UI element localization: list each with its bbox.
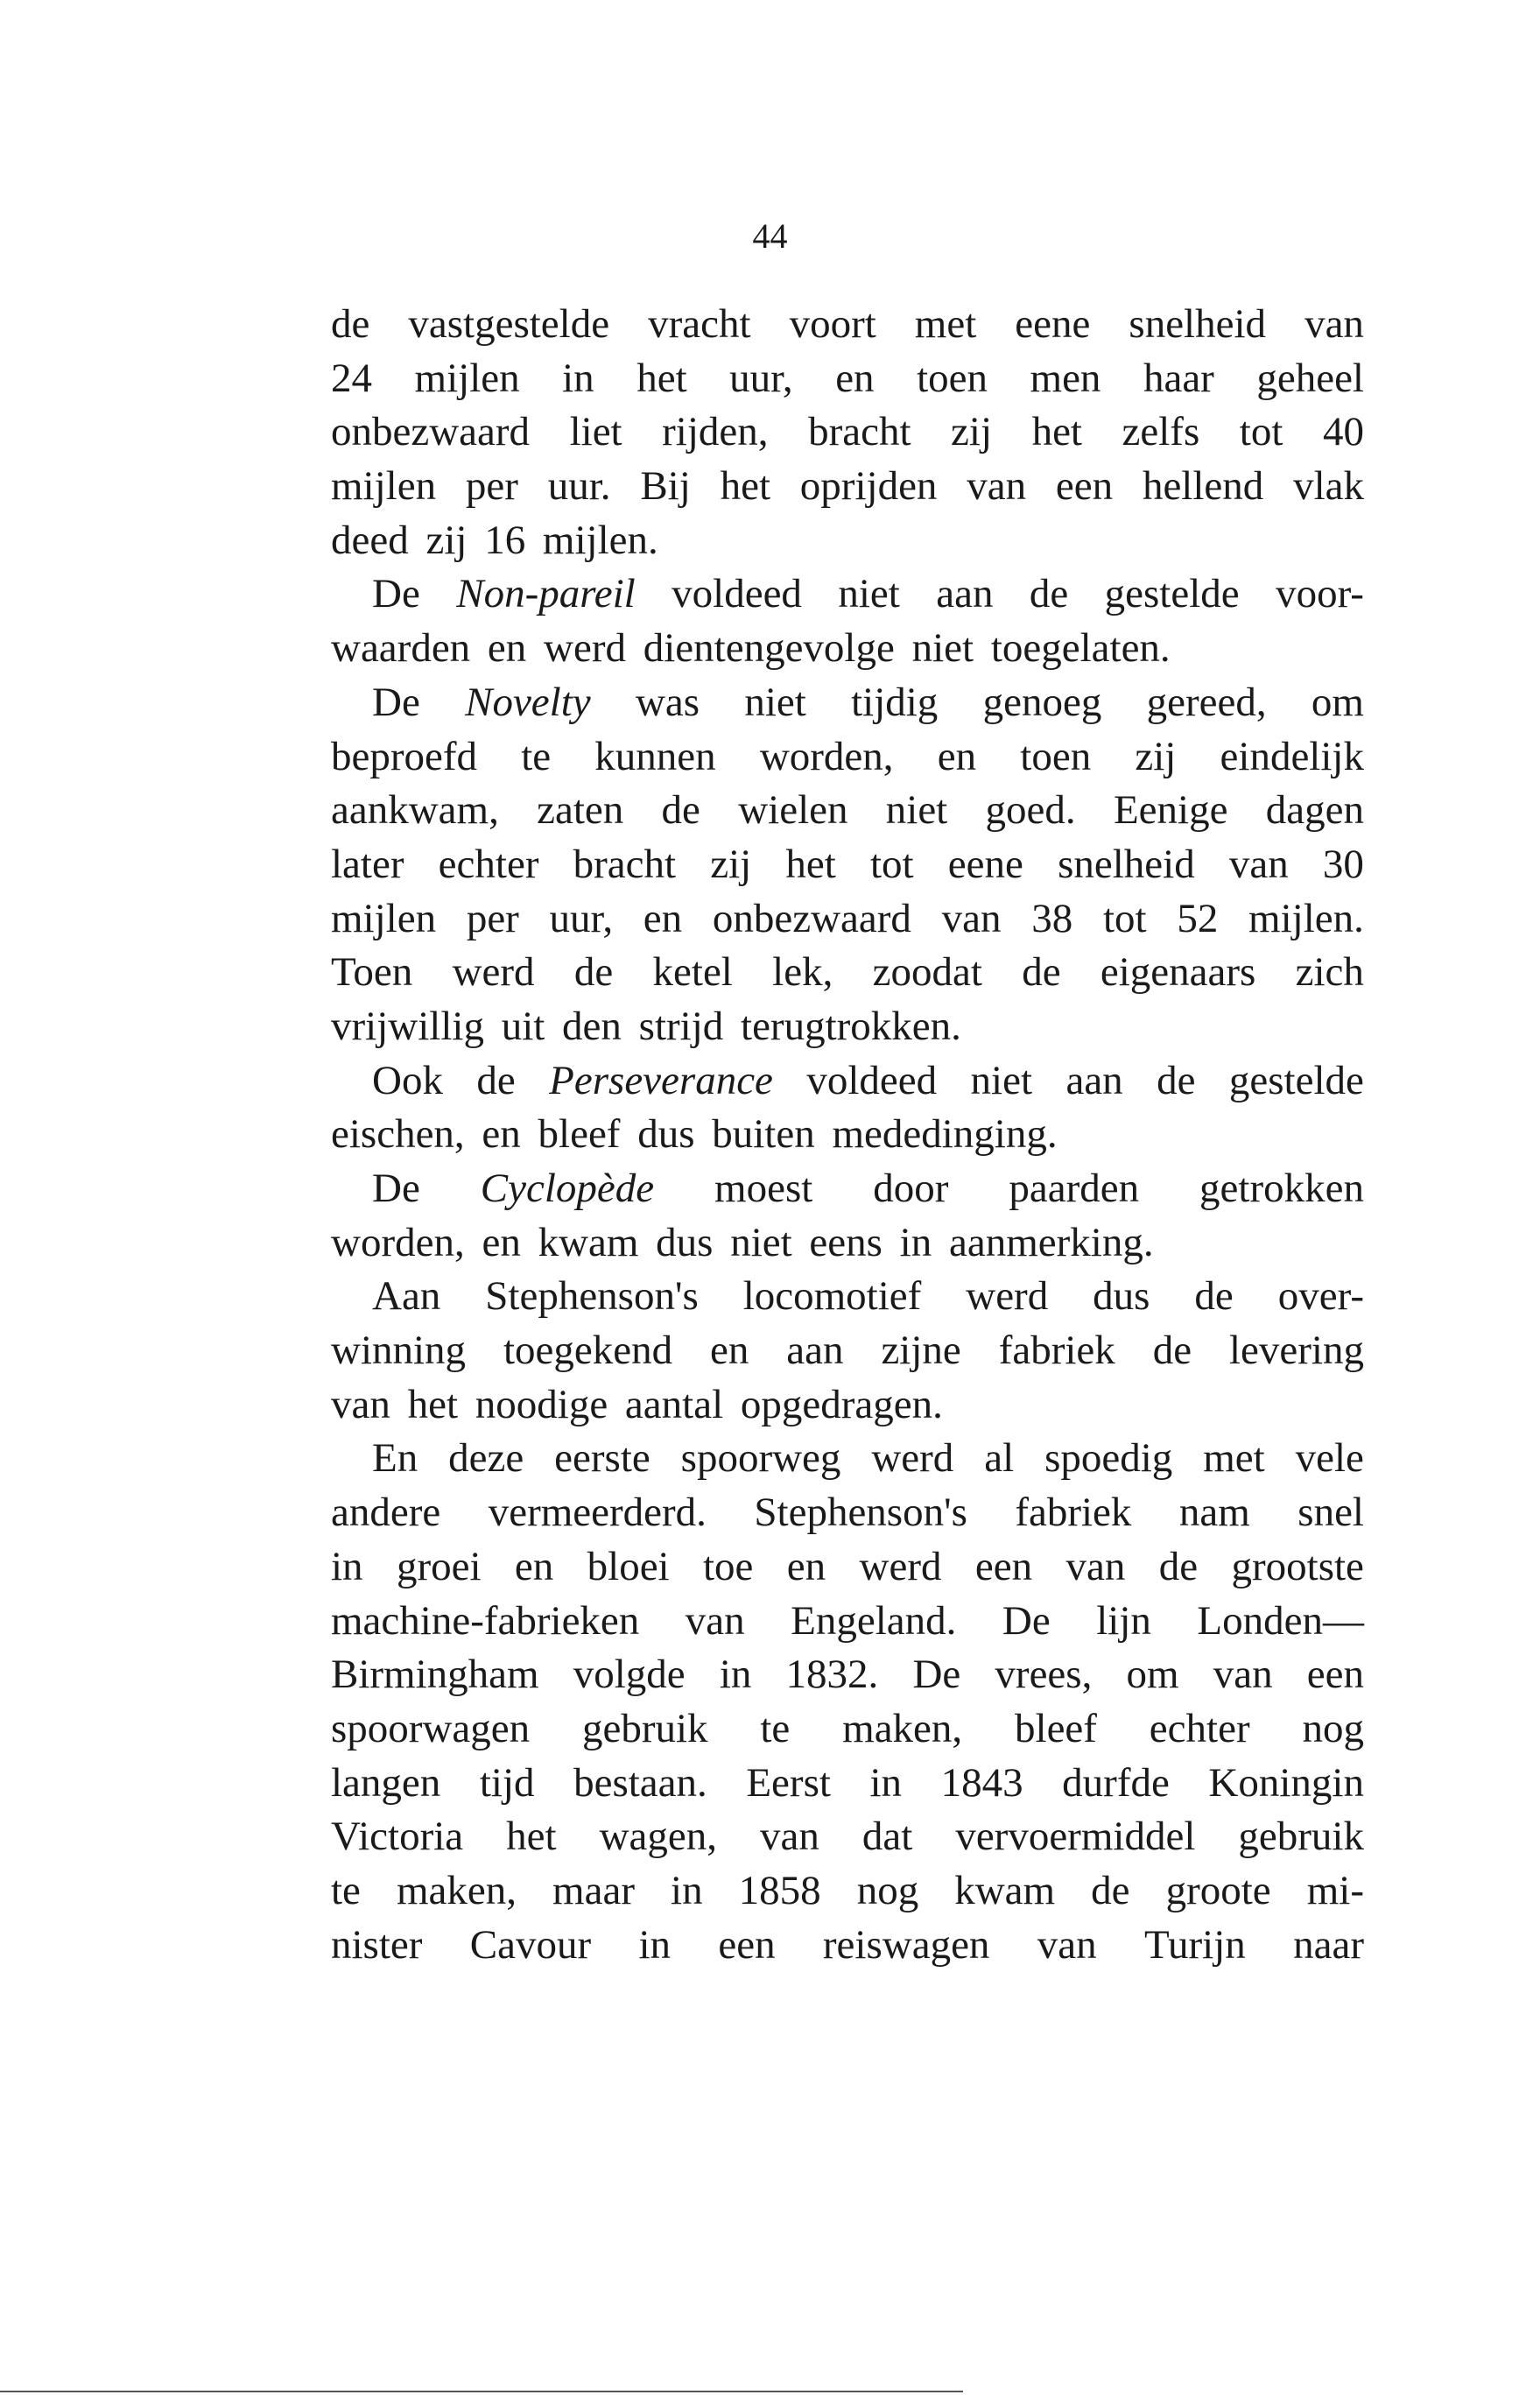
word: het	[506, 1814, 557, 1860]
word: mijlen.	[1248, 895, 1364, 941]
word: snel	[1297, 1490, 1364, 1536]
word: en	[835, 355, 875, 401]
word: de	[1157, 1057, 1196, 1103]
word: strijd	[638, 1003, 724, 1049]
word: bleef	[538, 1111, 621, 1158]
word: 1843	[940, 1759, 1023, 1806]
text-line	[331, 460, 1364, 514]
word: met	[914, 301, 977, 347]
word: den	[562, 1003, 622, 1049]
word: Ook	[372, 1057, 443, 1103]
italic-word: Cyclopède	[480, 1166, 655, 1211]
text-line	[331, 1648, 1364, 1702]
word: over-	[1277, 1273, 1364, 1320]
word: in	[719, 1652, 752, 1698]
word: fabriek	[1015, 1490, 1132, 1536]
word: de	[573, 949, 614, 996]
word: het	[636, 355, 687, 401]
word: voldeed	[806, 1057, 938, 1103]
word: De	[372, 679, 420, 725]
word: mijlen	[414, 355, 520, 401]
word: Eenige	[1113, 787, 1228, 834]
word: voort	[789, 301, 876, 347]
word: mijlen	[331, 895, 437, 941]
text-line	[331, 892, 1364, 947]
word: dientengevolge	[643, 625, 895, 672]
word: locomotief	[742, 1273, 922, 1320]
word: om	[1311, 679, 1364, 725]
word: van	[760, 1814, 819, 1860]
word: en	[937, 733, 977, 779]
word: de	[1091, 1867, 1130, 1913]
word: per	[466, 895, 519, 941]
text-line	[331, 1000, 1364, 1054]
word: Bij	[640, 463, 691, 510]
word: fabriek	[998, 1328, 1115, 1374]
word: worden,	[331, 1219, 465, 1265]
text-line	[331, 1757, 1364, 1811]
word: was	[635, 679, 700, 725]
text-line	[331, 1324, 1364, 1378]
word: toegelaten.	[990, 625, 1171, 672]
word: gestelde	[1104, 571, 1240, 617]
word: 52	[1177, 895, 1219, 941]
word: Victoria	[331, 1814, 464, 1860]
text-line	[331, 1216, 1364, 1271]
word: lek,	[772, 949, 833, 996]
word: vrees,	[995, 1652, 1093, 1698]
word: zij	[1135, 733, 1177, 779]
word: het	[407, 1381, 459, 1427]
word: maken,	[396, 1867, 517, 1913]
word: lijn	[1096, 1597, 1151, 1644]
word: tot	[1239, 409, 1283, 455]
word: in	[331, 1543, 363, 1589]
word: Eerst	[746, 1759, 831, 1806]
word: ketel	[652, 949, 733, 996]
word: vlak	[1293, 463, 1364, 510]
text-line	[331, 1054, 1364, 1109]
word: en	[643, 895, 683, 941]
word: uit	[501, 1003, 545, 1049]
word: zich	[1295, 949, 1364, 996]
word: moest	[714, 1166, 813, 1211]
word: echter	[438, 841, 539, 887]
text-line	[331, 1810, 1364, 1864]
word: niet	[885, 787, 948, 834]
word: met	[1203, 1435, 1265, 1482]
word: Aan	[372, 1273, 441, 1320]
word: al	[984, 1435, 1015, 1482]
word: eischen,	[331, 1111, 465, 1158]
word: dus	[637, 1111, 695, 1158]
word: in	[671, 1867, 703, 1913]
word: de	[476, 1057, 516, 1103]
word: het	[720, 463, 770, 510]
word: 24	[331, 355, 372, 401]
word: een	[974, 1543, 1033, 1589]
word: 38	[1031, 895, 1073, 941]
text-line	[331, 946, 1364, 1000]
word: voldeed	[672, 571, 802, 617]
word: van	[1304, 301, 1364, 347]
word: vermeerderd.	[488, 1490, 707, 1536]
word: en	[514, 1543, 554, 1589]
text-line	[331, 1162, 1364, 1216]
word: van	[1213, 1652, 1273, 1698]
word: onbezwaard	[712, 895, 911, 941]
word: te	[760, 1705, 791, 1751]
word: een	[1055, 463, 1114, 510]
word: de	[1194, 1273, 1234, 1320]
word: toegekend	[503, 1328, 673, 1374]
word: van	[967, 463, 1027, 510]
word: vele	[1295, 1435, 1364, 1482]
word: Stephenson's	[485, 1273, 699, 1320]
text-line	[331, 1486, 1364, 1540]
word: niet	[838, 571, 900, 617]
word: snelheid	[1129, 301, 1267, 347]
text-line	[331, 1595, 1364, 1649]
word: zaten	[537, 787, 624, 834]
text-line	[331, 1702, 1364, 1757]
word: langen	[331, 1759, 441, 1806]
word: De	[912, 1652, 961, 1698]
word: de	[1152, 1328, 1192, 1374]
word: spoorwagen	[331, 1705, 531, 1751]
word: werd	[452, 949, 535, 996]
word: terugtrokken.	[741, 1003, 961, 1049]
word: zij	[425, 517, 468, 563]
word: en	[482, 1111, 521, 1158]
word: eerste	[554, 1435, 650, 1482]
word: eene	[1015, 301, 1091, 347]
word: geheel	[1256, 355, 1364, 401]
word: nister	[331, 1921, 423, 1968]
word: spoorweg	[680, 1435, 841, 1482]
word: de	[1158, 1543, 1199, 1589]
word: nog	[856, 1867, 919, 1913]
word: gestelde	[1228, 1057, 1364, 1103]
word: durfde	[1062, 1759, 1170, 1806]
word: werd	[966, 1273, 1049, 1320]
word: nam	[1178, 1490, 1250, 1536]
word: beproefd	[331, 733, 478, 779]
word: wielen	[738, 787, 848, 834]
word: werd	[859, 1543, 942, 1589]
word: aan	[936, 571, 994, 617]
text-line	[331, 567, 1364, 622]
word: niet	[970, 1057, 1033, 1103]
word: waarden	[331, 625, 471, 672]
word: tot	[870, 841, 914, 887]
word: goed.	[985, 787, 1076, 834]
word: naar	[1293, 1921, 1364, 1968]
word: Cavour	[469, 1921, 592, 1968]
word: het	[785, 841, 836, 887]
word: vracht	[648, 301, 751, 347]
word: zij	[710, 841, 752, 887]
word: hellend	[1142, 463, 1264, 510]
word: Londen—	[1197, 1597, 1364, 1644]
text-line	[331, 1864, 1364, 1919]
word: winning	[331, 1328, 467, 1374]
word: Turijn	[1143, 1921, 1246, 1968]
word: mededinging.	[832, 1111, 1058, 1158]
word: Koningin	[1208, 1759, 1364, 1806]
word: 16	[484, 517, 526, 563]
word: dus	[1093, 1273, 1150, 1320]
word: reiswagen	[822, 1921, 990, 1968]
word: aan	[786, 1328, 844, 1374]
word: genoeg	[982, 679, 1102, 725]
word: Birmingham	[331, 1652, 539, 1698]
text-line	[331, 676, 1364, 730]
word: 40	[1322, 409, 1364, 455]
word: toen	[917, 355, 988, 401]
text-line	[331, 1378, 1364, 1433]
text-line	[331, 838, 1364, 892]
word: van	[331, 1381, 390, 1427]
word: tijd	[479, 1759, 535, 1806]
word: machine-fabrieken	[331, 1597, 640, 1644]
word: bloei	[587, 1543, 670, 1589]
word: vrijwillig	[331, 1003, 484, 1049]
word: gebruik	[581, 1705, 708, 1751]
word: echter	[1149, 1705, 1250, 1751]
text-line	[331, 1108, 1364, 1162]
word: liet	[569, 409, 622, 455]
word: van	[1065, 1543, 1126, 1589]
word: vastgestelde	[408, 301, 610, 347]
text-line	[331, 1432, 1364, 1486]
word: spoedig	[1044, 1435, 1173, 1482]
word: voor-	[1276, 571, 1364, 617]
word: de	[331, 301, 370, 347]
word: in	[562, 355, 594, 401]
word: dat	[861, 1814, 913, 1860]
word: zijne	[881, 1328, 961, 1374]
word: werd	[871, 1435, 954, 1482]
text-line	[331, 622, 1364, 676]
word: bracht	[573, 841, 677, 887]
word: Engeland.	[791, 1597, 957, 1644]
text-line	[331, 352, 1364, 406]
word: snelheid	[1058, 841, 1195, 887]
word: en	[487, 625, 527, 672]
word: dagen	[1265, 787, 1364, 834]
word: en	[786, 1543, 826, 1589]
word: bleef	[1015, 1705, 1097, 1751]
word: in	[869, 1759, 903, 1806]
word: volgde	[573, 1652, 686, 1698]
word: paarden	[1009, 1166, 1140, 1211]
word: De	[372, 1166, 420, 1211]
word: niet	[730, 1219, 792, 1265]
word: aankwam,	[331, 787, 499, 834]
word: te	[331, 1867, 361, 1913]
word: worden,	[759, 733, 894, 779]
word: per	[465, 463, 518, 510]
word: mi-	[1306, 1867, 1364, 1913]
word: kwam	[954, 1867, 1056, 1913]
word: van	[1037, 1921, 1097, 1968]
word: En	[372, 1435, 418, 1482]
word: in	[899, 1219, 932, 1265]
word: groote	[1165, 1867, 1271, 1913]
word: gereed,	[1146, 679, 1267, 725]
word: de	[1029, 571, 1069, 617]
italic-word: Perseverance	[549, 1057, 773, 1103]
word: De	[372, 571, 420, 617]
word: getrokken	[1199, 1166, 1364, 1211]
text-line	[331, 1270, 1364, 1324]
word: Stephenson's	[754, 1490, 967, 1536]
word: kwam	[538, 1219, 639, 1265]
word: om	[1126, 1652, 1179, 1698]
word: 1858	[738, 1867, 821, 1913]
word: wagen,	[599, 1814, 718, 1860]
word: noodige	[475, 1381, 608, 1427]
word: grootste	[1231, 1543, 1364, 1589]
word: van	[941, 895, 1002, 941]
body-text	[331, 298, 1364, 1972]
word: maar	[552, 1867, 635, 1913]
word: men	[1030, 355, 1101, 401]
word: deze	[448, 1435, 524, 1482]
word: het	[1031, 409, 1082, 455]
word: onbezwaard	[331, 409, 531, 455]
word: kunnen	[594, 733, 716, 779]
word: levering	[1228, 1328, 1364, 1374]
word: vervoermiddel	[955, 1814, 1196, 1860]
word: tot	[1102, 895, 1147, 941]
word: bestaan.	[573, 1759, 707, 1806]
word: van	[685, 1597, 745, 1644]
word: uur.	[547, 463, 611, 510]
text-line	[331, 1540, 1364, 1595]
word: mijlen	[331, 463, 437, 510]
word: opgedragen.	[740, 1381, 943, 1427]
word: rijden,	[662, 409, 769, 455]
word: gebruik	[1238, 1814, 1364, 1860]
word: eindelijk	[1220, 733, 1364, 779]
word: oprijden	[799, 463, 938, 510]
word: werd	[544, 625, 626, 672]
page-number: 44	[752, 216, 788, 256]
word: en	[710, 1328, 749, 1374]
word: aantal	[624, 1381, 724, 1427]
word: niet	[911, 625, 974, 672]
word: eene	[947, 841, 1023, 887]
word: zelfs	[1122, 409, 1200, 455]
italic-word: Non-pareil	[456, 571, 636, 617]
word: zoodat	[872, 949, 982, 996]
word: 1832.	[785, 1652, 879, 1698]
word: van	[1228, 841, 1289, 887]
word: nog	[1302, 1705, 1364, 1751]
word: andere	[331, 1490, 441, 1536]
word: mijlen.	[542, 517, 658, 563]
word: maken,	[842, 1705, 963, 1751]
word: 30	[1322, 841, 1364, 887]
word: zij	[951, 409, 993, 455]
word: een	[718, 1921, 776, 1968]
word: Toen	[331, 949, 413, 996]
word: in	[638, 1921, 672, 1968]
word: niet	[744, 679, 806, 725]
word: aan	[1065, 1057, 1123, 1103]
text-line	[331, 1919, 1364, 1973]
italic-word: Novelty	[465, 679, 591, 725]
word: haar	[1143, 355, 1214, 401]
word: de	[1022, 949, 1061, 996]
word: groei	[396, 1543, 482, 1589]
word: eigenaars	[1100, 949, 1256, 996]
word: te	[521, 733, 552, 779]
word: buiten	[712, 1111, 815, 1158]
word: later	[331, 841, 404, 887]
word: dus	[656, 1219, 714, 1265]
text-line	[331, 405, 1364, 460]
word: door	[873, 1166, 949, 1211]
word: tijdig	[851, 679, 939, 725]
word: De	[1002, 1597, 1051, 1644]
text-line	[331, 514, 1364, 568]
word: uur,	[549, 895, 614, 941]
text-line	[331, 298, 1364, 352]
word: toen	[1020, 733, 1092, 779]
word: bracht	[808, 409, 911, 455]
word: een	[1306, 1652, 1364, 1698]
text-line	[331, 784, 1364, 838]
word: aanmerking.	[948, 1219, 1154, 1265]
word: de	[661, 787, 700, 834]
word: deed	[331, 517, 409, 563]
word: uur,	[729, 355, 793, 401]
word: toe	[703, 1543, 754, 1589]
word: en	[482, 1219, 521, 1265]
word: eens	[809, 1219, 883, 1265]
bottom-rule	[0, 2391, 963, 2392]
text-line	[331, 730, 1364, 785]
